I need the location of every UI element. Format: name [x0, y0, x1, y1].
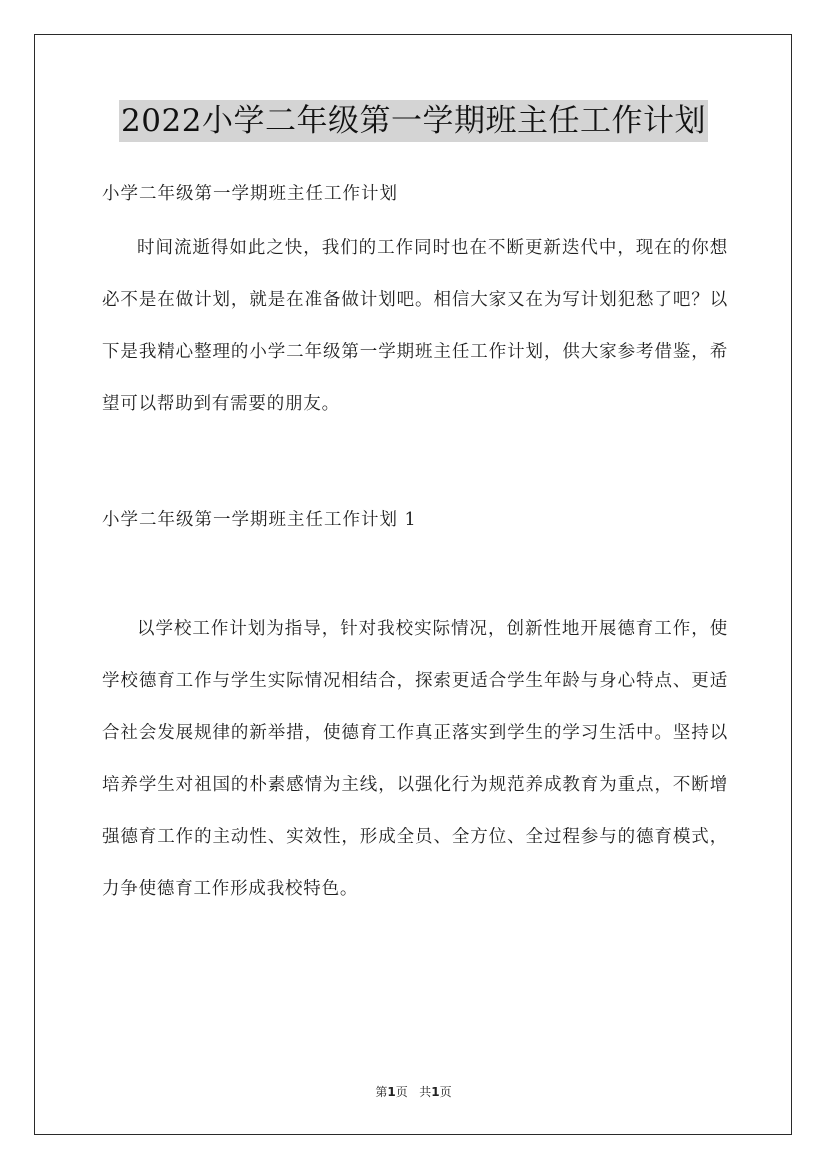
footer-page-suffix: 页 — [395, 1085, 408, 1099]
footer-total-pages: 1 — [431, 1085, 440, 1099]
footer-page-prefix: 第 — [375, 1085, 388, 1099]
section-body-paragraph: 以学校工作计划为指导，针对我校实际情况，创新性地开展德育工作，使学校德育工作与学生实际情况相结合，探索更适合学生年龄与身心特点、更适合社会发展规律的新举措，使德育工作真正落实到学生的学习生活中。坚持以培养学生对祖国的朴素感情为主线，以强化行为规范养成教育为重点，不断增强德育工作的主动性、实效性，形成全员、全方位、全过程参与的德育模式，力争使德育工作形成我校特色。 — [102, 619, 728, 899]
document-title-container — [0, 100, 827, 142]
footer-total-prefix: 共 — [419, 1085, 432, 1099]
footer-page-number: 1 — [387, 1085, 396, 1099]
document-title: 2022小学二年级第一学期班主任工作计划 — [119, 100, 708, 142]
footer-total-suffix: 页 — [439, 1085, 452, 1099]
document-subtitle: 小学二年级第一学期班主任工作计划 — [102, 184, 398, 204]
page-footer — [0, 1083, 827, 1100]
section-heading: 小学二年级第一学期班主任工作计划 1 — [102, 510, 417, 530]
intro-paragraph: 时间流逝得如此之快，我们的工作同时也在不断更新迭代中，现在的你想必不是在做计划，就是在准备做计划吧。相信大家又在为写计划犯愁了吧？以下是我精心整理的小学二年级第一学期班主任工作计划，供大家参考借鉴，希望可以帮助到有需要的朋友。 — [102, 238, 728, 414]
